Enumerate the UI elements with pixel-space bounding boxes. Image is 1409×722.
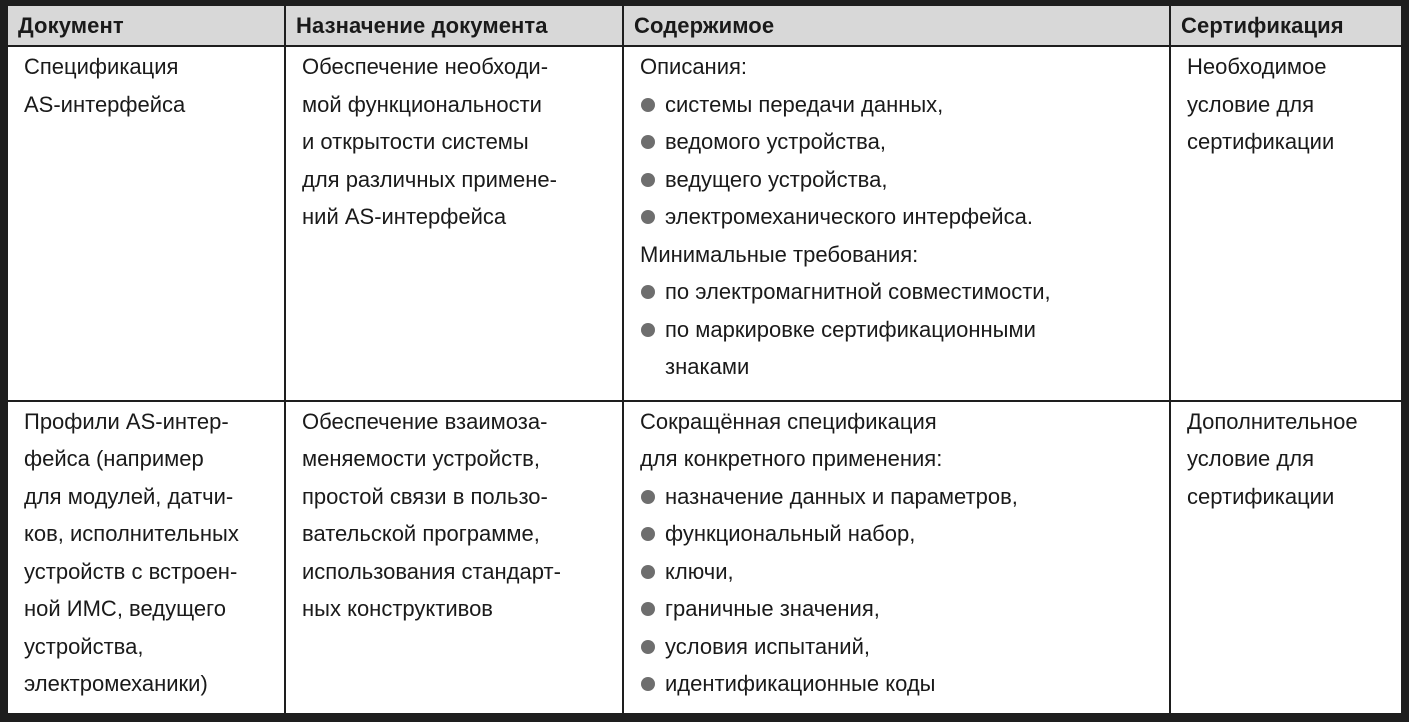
text-line: Необходимое bbox=[1187, 54, 1327, 79]
cell-content bbox=[623, 401, 1170, 713]
list-item-text: ведомого устройства, bbox=[665, 129, 886, 154]
text-line: Профили AS-интер- bbox=[24, 408, 229, 434]
content-heading: Сокращённая спецификация bbox=[640, 408, 937, 434]
bullet-icon bbox=[641, 527, 655, 541]
list-item bbox=[640, 590, 1159, 628]
list-item-text: ведущего устройства, bbox=[665, 166, 888, 192]
bullet-icon bbox=[641, 602, 655, 616]
bullet-icon bbox=[641, 323, 655, 337]
text-line: ков, исполнительных bbox=[24, 521, 239, 547]
list-item bbox=[640, 123, 1159, 161]
cell-document bbox=[8, 46, 285, 401]
list-item-text: идентификационные коды bbox=[665, 671, 936, 697]
header-content: Содержимое bbox=[623, 6, 1170, 46]
list-item-text: функциональный набор, bbox=[665, 521, 916, 547]
bullet-icon bbox=[641, 173, 655, 187]
bullet-icon bbox=[641, 285, 655, 299]
table-row bbox=[8, 401, 1401, 713]
list-item-text: условия испытаний, bbox=[665, 633, 870, 659]
list-item bbox=[640, 628, 1159, 666]
list-item-text: ключи, bbox=[665, 558, 734, 584]
cell-purpose bbox=[285, 46, 623, 401]
content-heading: для конкретного применения: bbox=[640, 446, 943, 472]
content-heading: Минимальные требования: bbox=[640, 241, 919, 267]
bullet-icon bbox=[641, 490, 655, 504]
cell-certification bbox=[1170, 401, 1401, 713]
text-line: электромеханики) bbox=[24, 671, 208, 697]
list-item bbox=[640, 515, 1159, 553]
list-item-text: по электромагнитной совместимости, bbox=[665, 279, 1051, 304]
list-item-text: граничные значения, bbox=[665, 596, 880, 622]
list-item-text: по маркировке сертификационными bbox=[665, 316, 1036, 342]
bullet-icon bbox=[641, 210, 655, 224]
list-item bbox=[640, 478, 1159, 516]
table-row bbox=[8, 46, 1401, 401]
bullet-icon bbox=[641, 98, 655, 112]
text-line: AS-интерфейса bbox=[24, 91, 186, 117]
list-item-text: назначение данных и параметров, bbox=[665, 483, 1018, 509]
header-certification: Сертификация bbox=[1170, 6, 1401, 46]
list-item bbox=[640, 311, 1159, 349]
text-line: ной ИМС, ведущего bbox=[24, 596, 226, 622]
text-line: и открытости системы bbox=[302, 129, 529, 154]
text-line: сертификации bbox=[1187, 483, 1335, 509]
text-line: Обеспечение взаимоза- bbox=[302, 408, 548, 434]
cell-certification bbox=[1170, 46, 1401, 401]
list-item bbox=[640, 273, 1159, 311]
bullet-icon bbox=[641, 640, 655, 654]
text-line: условие для bbox=[1187, 91, 1314, 117]
cell-document bbox=[8, 401, 285, 713]
bullet-icon bbox=[641, 677, 655, 691]
cell-content bbox=[623, 46, 1170, 401]
header-document: Документ bbox=[8, 6, 285, 46]
list-item-text: системы передачи данных, bbox=[665, 91, 944, 117]
text-line: Спецификация bbox=[24, 54, 179, 79]
text-line: меняемости устройств, bbox=[302, 446, 540, 472]
bullet-icon bbox=[641, 135, 655, 149]
text-line: ний AS-интерфейса bbox=[302, 204, 507, 229]
list-item-text: электромеханического интерфейса. bbox=[665, 204, 1033, 229]
text-line: использования стандарт- bbox=[302, 558, 561, 584]
list-item-continuation: знаками bbox=[665, 354, 750, 379]
header-purpose: Назначение документа bbox=[285, 6, 623, 46]
spec-table bbox=[8, 6, 1401, 713]
bullet-icon bbox=[641, 565, 655, 579]
text-line: для модулей, датчи- bbox=[24, 483, 234, 509]
list-item bbox=[640, 161, 1159, 199]
header-row bbox=[8, 6, 1401, 46]
text-line: устройства, bbox=[24, 633, 144, 659]
text-line: Обеспечение необходи- bbox=[302, 54, 549, 79]
text-line: Дополнительное bbox=[1187, 408, 1358, 434]
text-line: условие для bbox=[1187, 446, 1314, 472]
text-line: сертификации bbox=[1187, 129, 1335, 154]
list-item bbox=[640, 86, 1159, 124]
list-item bbox=[640, 198, 1159, 236]
list-item bbox=[640, 665, 1159, 703]
content-heading: Описания: bbox=[640, 54, 748, 79]
text-line: мой функциональности bbox=[302, 91, 542, 117]
text-line: устройств с встроен- bbox=[24, 558, 238, 584]
text-line: вательской программе, bbox=[302, 521, 540, 547]
text-line: ных конструктивов bbox=[302, 596, 493, 622]
text-line: фейса (например bbox=[24, 446, 204, 472]
text-line: для различных примене- bbox=[302, 166, 557, 192]
text-line: простой связи в пользо- bbox=[302, 483, 548, 509]
list-item bbox=[640, 553, 1159, 591]
cell-purpose bbox=[285, 401, 623, 713]
